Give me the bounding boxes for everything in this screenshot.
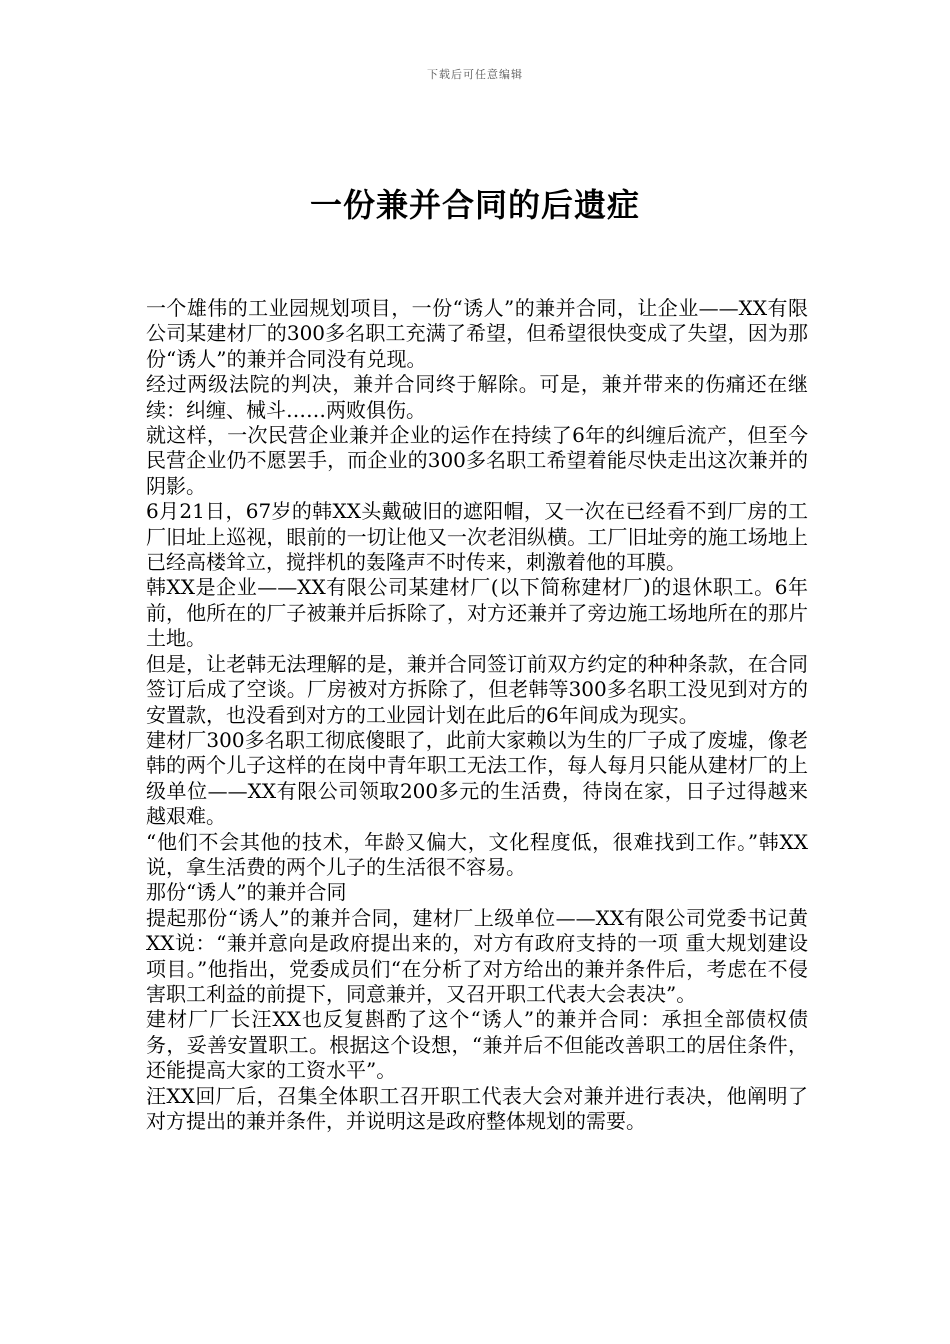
paragraph: 汪XX回厂后，召集全体职工召开职工代表大会对兼并进行表决，他阐明了对方提出的兼并条件，并说明这是政府整体规划的需要。 — [146, 1083, 808, 1133]
section-heading: 那份“诱人”的兼并合同 — [146, 880, 347, 905]
paragraph: “他们不会其他的技术，年龄又偏大，文化程度低，很难找到工作。”韩XX说，拿生活费的两个儿子的生活很不容易。 — [146, 829, 808, 879]
paragraph: 建材厂厂长汪XX也反复斟酌了这个“诱人”的兼并合同：承担全部债权债务，妥善安置职工。根据这个设想，“兼并后不但能改善职工的居住条件，还能提高大家的工资水平”。 — [146, 1007, 808, 1083]
paragraph: 一个雄伟的工业园规划项目，一份“诱人”的兼并合同，让企业——XX有限公司某建材厂的300多名职工充满了希望，但希望很快变成了失望，因为那份“诱人”的兼并合同没有兑现。 — [146, 296, 808, 371]
document-title: 一份兼并合同的后遗症 — [309, 186, 640, 224]
paragraph: 经过两级法院的判决，兼并合同终于解除。可是，兼并带来的伤痛还在继续：纠缠、械斗……两败俱伤。 — [146, 372, 808, 422]
paragraph: 6月21日，67岁的韩XX头戴破旧的遮阳帽，又一次在已经看不到厂房的工厂旧址上巡视，眼前的一切让他又一次老泪纵横。工厂旧址旁的施工场地上已经高楼耸立，搅拌机的轰隆声不时传来，刺激着他的耳膜。 — [146, 499, 808, 575]
document-body — [146, 296, 808, 1134]
paragraph: 就这样，一次民营企业兼并企业的运作在持续了6年的纠缠后流产，但至今民营企业仍不愿罢手，而企业的300多名职工希望着能尽快走出这次兼并的阴影。 — [146, 423, 808, 498]
paragraph: 韩XX是企业——XX有限公司某建材厂(以下简称建材厂)的退休职工。6年前，他所在的厂子被兼并后拆除了，对方还兼并了旁边施工场地所在的那片土地。 — [146, 575, 808, 651]
paragraph: 提起那份“诱人”的兼并合同，建材厂上级单位——XX有限公司党委书记黄XX说：“兼并意向是政府提出来的，对方有政府支持的一项 重大规划建设项目。”他指出，党委成员们“在分析了对方给出的兼并条件后，考虑在不侵害职工利益的前提下，同意兼并，又召开职工代表大会表决”。 — [146, 905, 808, 1006]
header-note: 下载后可任意编辑 — [427, 68, 523, 81]
paragraph: 但是，让老韩无法理解的是，兼并合同签订前双方约定的种种条款，在合同签订后成了空谈。厂房被对方拆除了，但老韩等300多名职工没见到对方的安置款，也没看到对方的工业园计划在此后的6年间成为现实。 — [146, 651, 808, 727]
paragraph: 建材厂300多名职工彻底傻眼了，此前大家赖以为生的厂子成了废墟，像老韩的两个儿子这样的在岗中青年职工无法工作，每人每月只能从建材厂的上级单位——XX有限公司领取200多元的生活费，待岗在家，日子过得越来越艰难。 — [146, 727, 808, 829]
